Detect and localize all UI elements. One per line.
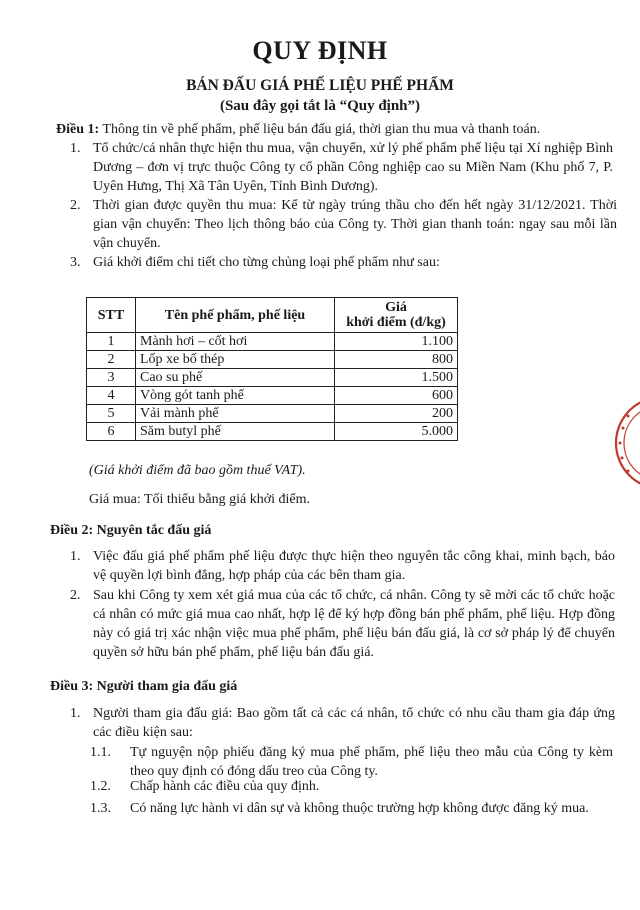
row-price: 200: [335, 405, 458, 423]
article-1-item-2-number: 2.: [70, 198, 81, 213]
table-row: [87, 333, 458, 351]
row-price: 800: [335, 351, 458, 369]
header-item-name: Tên phế phẩm, phế liệu: [136, 298, 335, 333]
price-table-header-row: [87, 298, 458, 333]
article-2-item-1-number: 1.: [70, 549, 81, 564]
row-item-name: Săm butyl phế: [136, 423, 335, 441]
article-2-item-2-text: Sau khi Công ty xem xét giá mua của các tổ chức, cá nhân. Công ty sẽ mời các tổ chức hoặc cá nhân có mức giá mua cao nhất, hợp lệ để ký hợp đồng bán phế phẩm, phế liệu. Hợp đồng này có giá trị xác nhận việc mua phế phẩm, phế liệu bán đấu giá, là cơ sở pháp lý để chuyển quyền sở hữu bán phế phẩm, phế liệu bán đấu giá.: [93, 588, 615, 660]
table-row: [87, 423, 458, 441]
row-item-name: Lốp xe bố thép: [136, 351, 335, 369]
header-start-price-line1: Giá: [385, 300, 407, 315]
article-3-subitem-2-number: 1.2.: [90, 779, 111, 794]
row-price: 600: [335, 387, 458, 405]
article-1-label: Điều 1:: [56, 122, 100, 137]
document-title: QUY ĐỊNH: [252, 36, 388, 65]
article-1-item-1-text: Tổ chức/cá nhân thực hiện thu mua, vận chuyển, xử lý phế phẩm phế liệu tại Xí nghiệp Bình Dương – đơn vị trực thuộc Công ty cổ phần Công nghiệp cao su Miền Nam (Khu phố 7, P. Uyên Hưng, Thị Xã Tân Uyên, Tỉnh Bình Dương).: [93, 141, 613, 194]
header-start-price-line2: khởi điểm (đ/kg): [346, 315, 446, 330]
article-1-item-1-number: 1.: [70, 141, 81, 156]
row-price: 5.000: [335, 423, 458, 441]
price-table: [86, 297, 458, 441]
article-2-item-1-text: Việc đấu giá phế phẩm phế liệu được thực hiện theo nguyên tắc công khai, minh bạch, bảo vệ quyền lợi bình đẳng, hợp pháp của các bên tham gia.: [93, 549, 615, 583]
row-stt: 5: [87, 405, 136, 423]
table-row: [87, 369, 458, 387]
row-stt: 4: [87, 387, 136, 405]
row-stt: 1: [87, 333, 136, 351]
article-1-item-3-number: 3.: [70, 255, 81, 270]
article-3-item-1-number: 1.: [70, 706, 81, 721]
table-row: [87, 405, 458, 423]
row-stt: 6: [87, 423, 136, 441]
row-price: 1.500: [335, 369, 458, 387]
row-price: 1.100: [335, 333, 458, 351]
header-start-price: [335, 298, 458, 333]
document-subtitle: BÁN ĐẤU GIÁ PHẾ LIỆU PHẾ PHẨM: [186, 77, 454, 94]
article-1-heading-text: Thông tin về phế phẩm, phế liệu bán đấu giá, thời gian thu mua và thanh toán.: [99, 122, 541, 137]
row-item-name: Cao su phế: [136, 369, 335, 387]
stamp-inner-ring: [624, 405, 640, 481]
row-item-name: Mành hơi – cốt hơi: [136, 333, 335, 351]
article-3-subitem-3-text: Có năng lực hành vi dân sự và không thuộc trường hợp không được đăng ký mua.: [130, 801, 589, 816]
article-3-item-1-text: Người tham gia đấu giá: Bao gồm tất cả các cá nhân, tổ chức có nhu cầu tham gia đáp ứng các điều kiện sau:: [93, 706, 615, 740]
article-3-heading: Điều 3: Người tham gia đấu giá: [50, 679, 238, 694]
article-2-heading: Điều 2: Nguyên tắc đấu giá: [50, 523, 212, 538]
article-1-item-2-text: Thời gian được quyền thu mua: Kể từ ngày trúng thầu cho đến hết ngày 31/12/2021. Thời gian vận chuyển: Theo lịch thông báo của Công ty. Thời gian thanh toán: ngay sau mỗi lần vận chuyển.: [93, 198, 617, 251]
price-note: (Giá khởi điểm đã bao gồm thuế VAT).: [89, 463, 306, 478]
row-item-name: Vải mành phế: [136, 405, 335, 423]
company-stamp-seal: [612, 388, 640, 498]
table-row: [87, 387, 458, 405]
header-stt: STT: [87, 298, 136, 333]
row-stt: 3: [87, 369, 136, 387]
article-2-item-2-number: 2.: [70, 588, 81, 603]
table-row: [87, 351, 458, 369]
article-3-subitem-1-text: Tự nguyện nộp phiếu đăng ký mua phế phẩm, phế liệu theo mẫu của Công ty kèm theo quy định có đóng dấu treo của Công ty.: [130, 745, 613, 779]
article-3-subitem-2-text: Chấp hành các điều của quy định.: [130, 779, 320, 794]
article-1-item-3-text: Giá khởi điểm chi tiết cho từng chủng loại phế phẩm như sau:: [93, 255, 440, 270]
article-3-subitem-1-number: 1.1.: [90, 745, 111, 760]
buy-price-note: Giá mua: Tối thiểu bằng giá khởi điểm.: [89, 492, 310, 507]
article-1-heading: [56, 120, 616, 139]
row-item-name: Vòng gót tanh phế: [136, 387, 335, 405]
row-stt: 2: [87, 351, 136, 369]
article-3-subitem-3-number: 1.3.: [90, 801, 111, 816]
document-subtitle-note: (Sau đây gọi tắt là “Quy định”): [219, 98, 421, 114]
